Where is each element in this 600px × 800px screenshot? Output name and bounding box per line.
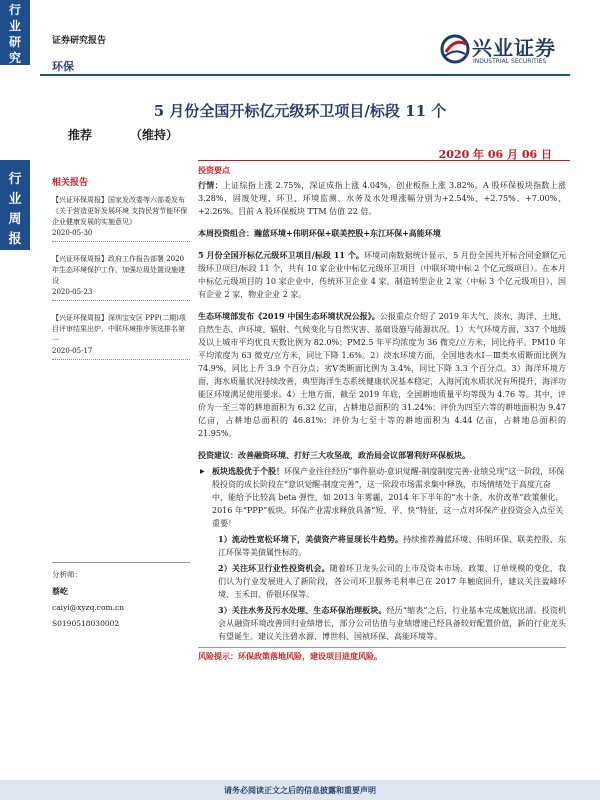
sanitation-paragraph [198, 249, 566, 301]
report-type: 证券研究报告 [52, 36, 107, 46]
sidebar-char: 报 [8, 232, 22, 247]
sidebar-char: 周 [8, 212, 22, 227]
disclaimer-footer: 请务必阅读正文之后的信息披露和重要声明 [0, 780, 600, 800]
analyst-label: 分析师： [52, 570, 82, 579]
related-report-date: 2020-05-23 [52, 288, 93, 296]
analyst-name: 蔡屹 [52, 586, 68, 596]
sanitation-text: 环境司南数据统计显示，5 月份全国共开标合同金额亿元级环卫项目/标段 11 个，共有 10 家企业中标亿元级环卫项目（中联环境中标 2 个亿元级项目）。在本月中标亿元级项目的 10 家企业中，传统环卫企业 4 家，制造转型企业 2 家（中标 3 个亿元级项目），国有企业 2 家，物业企业 2 家。 [198, 251, 566, 299]
portfolio-label: 本周投资组合： [198, 228, 254, 238]
sidebar-char: 研 [8, 35, 21, 49]
advice-item-headline: 2）关注环卫行业性投资机会。 [218, 563, 330, 573]
advice-item-text: 持续推荐瀚蓝环境、伟明环保、联美控股、东江环保等美债属性标的。 [218, 535, 566, 557]
bulletin-paragraph [198, 310, 566, 440]
advice-item-text: 随着环卫龙头公司的上市及资本市场、政策、订单规模的变化，我们认为行业发展进入了新阶段，各公司环卫服务毛利率已在 2017 年触底回升，建议关注盈峰环境、玉禾田、侨银环保等。 [218, 564, 566, 599]
advice-item-headline: 3）关注水务及污水处理、生态环保治理板块。 [218, 605, 387, 615]
main-content [198, 164, 566, 663]
sidebar-industry-research [0, 0, 30, 65]
company-logo [440, 30, 570, 70]
market-text: 上证综指上涨 2.75%，深证成指上涨 4.04%，创业板指上涨 3.82%。A 股环保板块指数上涨 3.28%，固废处理、环卫、环境监测、水务及水处理涨幅分别为+2.54%、+2.75%、+7.00%、+2.26%。目前 A 股环保板块 TTM 估值 22 倍。 [198, 181, 566, 216]
advice-item-text: 经历“缩表”之后，行业基本完成触底出清。投资机会从融资环境改善回归业绩增长，部分公司估值与业绩增速已经具备较好配置价值，新的行业龙头有望诞生。建议关注碧水源、博世科、国祯环保、高能环境等。 [218, 606, 566, 641]
sanitation-headline: 5 月份全国开标亿元级环卫项目/标段 11 个。 [198, 250, 365, 260]
advice-label: 投资建议： [198, 450, 238, 460]
related-report-date: 2020-05-17 [52, 347, 93, 355]
analyst-info [52, 562, 190, 632]
report-date: 2020 年 06 月 06 日 [438, 148, 552, 161]
sidebar-char: 行 [8, 172, 22, 187]
advice-item [198, 533, 566, 559]
advice-bullet [198, 465, 566, 530]
advice-line [198, 449, 566, 462]
related-report-item[interactable] [52, 254, 190, 301]
bullet-text: 环保产业往往经历“事件驱动-意识觉醒-制度制度完善-业绩兑现”这一阶段，环保股投资的成长阶段在“意识觉醒-制度完善”，这一阶段市场需求集中释放，市场情绪处于高度亢奋中，能给予比较高 beta 弹性，如 2013 年雾霾，2014 年下半年的“水十条、水价改革”政策催化，2016 年“PPP”板块。环保产业需求释放具备“短、平、快”特征，这一点对环保产业投资会入点至关重要！ [212, 467, 565, 528]
logo-english: INDUSTRIAL SECURITIES [473, 58, 547, 65]
logo-name: 兴业证券 [472, 36, 556, 60]
points-heading: 投资要点 [198, 165, 230, 175]
related-heading: 相关报告 [52, 178, 89, 188]
advice-item [198, 562, 566, 601]
portfolio-paragraph [198, 227, 566, 240]
related-reports [52, 178, 190, 372]
advice-item [198, 604, 566, 643]
bullet-headline: 板块选股优于个股！ [212, 466, 284, 476]
market-label: 行情： [198, 180, 223, 190]
analyst-email[interactable]: caiyi@xyzq.com.cn [52, 603, 125, 612]
advice-item-headline: 1）流动性宽松环境下，美债资产将显现长牛趋势。 [218, 534, 404, 544]
sidebar-char: 行 [8, 3, 21, 17]
related-report-date: 2020-05-30 [52, 229, 93, 237]
rating: 推荐 [68, 128, 93, 142]
header-divider [40, 74, 570, 76]
sidebar-char: 业 [8, 192, 22, 207]
analyst-license: S0190518030002 [52, 619, 120, 628]
rating-change: （维持） [130, 128, 179, 142]
bulletin-headline: 生态环境部发布《2019 中国生态环境状况公报》。 [198, 311, 380, 321]
date-divider [198, 160, 570, 161]
related-report-item[interactable] [52, 313, 190, 360]
report-title: 5 月份全国开标亿元级环卫项目/标段 11 个 [153, 102, 447, 120]
sidebar-industry-weekly [0, 160, 30, 250]
sector-label: 环保 [52, 60, 74, 73]
bulletin-text: 公报重点介绍了 2019 年大气、淡水、海洋、土地、自然生态、声环境、辐射、气候变化与自然灾害、基础设施与能源状况。1）大气环境方面，337 个地级及以上城市平均优良天数比例为 82.0%；PM2.5 年平均浓度为 36 微克/立方米，同比持平。PM10 年平均浓度为 63 微克/立方米，同比下降 1.6%。2）淡水环境方面，全国地表水Ⅰ－Ⅲ类水质断面比例为 74.9%，同比上升 3.9 个百分点；劣Ⅴ类断面比例为 3.4%，同比下降 3.3 个百分点。3）海洋环境方面，海水质量状况持续改善，典型海洋生态系统健康状况基本稳定，入海河流水质状况有所提升，海洋功能区环境满足使用要求。4）土地方面，截至 2019 年底，全国耕地质量平均等级为 4.76 等。其中，评价为一至三等的耕地面积为 6.32 亿亩，占耕地总面积的 31.24%；评价为四至六等的耕地面积为 9.47 亿亩，占耕地总面积的 46.81%；评价为七至十等的耕地面积为 4.44 亿亩，占耕地总面积的 21.95%。 [198, 312, 566, 438]
related-report-title: 【兴证环保周报】政府工作报告部署 2020 年生态环境保护工作，加强垃圾处置设施建设 [52, 255, 185, 285]
advice-headline: 改善融资环境、打好三大攻坚战，政治局会议部署利好环保板块。 [238, 450, 470, 460]
related-report-item[interactable] [52, 195, 190, 242]
logo-mark-icon [440, 34, 470, 64]
risk-warning: 风险提示：环保政策落地风险，建设项目进度风险。 [198, 647, 566, 663]
sidebar-char: 究 [8, 51, 21, 65]
related-report-title: 【兴证环保周报】深圳宝安区 PPP(二期)项目评审结果出炉，中联环境排序领选排名第一 [52, 314, 186, 344]
portfolio-stocks: 瀚蓝环境+伟明环保+联美控股+东江环保+高能环境 [254, 228, 441, 238]
related-report-title: 【兴证环保周报】国家发改委等六部委发布《关于营造更好发展环境 支持民营节能环保企业健康发展的实施意见》 [52, 196, 188, 226]
sidebar-char: 业 [8, 19, 21, 33]
market-paragraph [198, 179, 566, 218]
